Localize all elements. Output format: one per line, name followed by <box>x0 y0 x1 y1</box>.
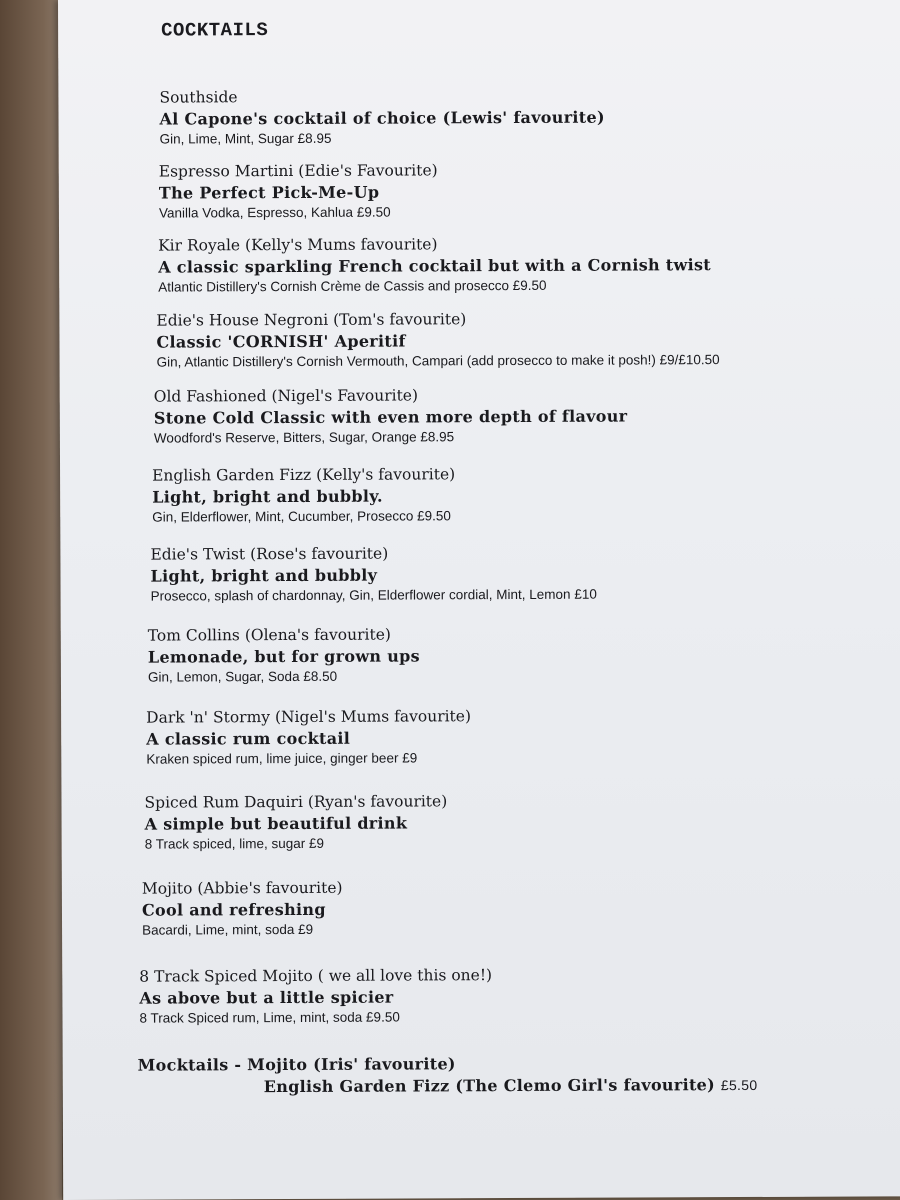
item-ingredients: 8 Track spiced, lime, sugar £9 <box>144 835 325 852</box>
item-ingredients: Gin, Lime, Mint, Sugar £8.95 <box>159 130 332 147</box>
item-description: Al Capone's cocktail of choice (Lewis' favourite) <box>159 107 605 129</box>
mocktails-section <box>138 1052 758 1099</box>
item-name: Old Fashioned (Nigel's Favourite) <box>153 386 419 406</box>
item-description: The Perfect Pick-Me-Up <box>158 182 380 203</box>
item-name: 8 Track Spiced Mojito ( we all love this one!) <box>139 966 493 986</box>
item-description: A classic sparkling French cocktail but with a Cornish twist <box>158 255 711 277</box>
table-edge <box>0 0 62 1200</box>
menu-item <box>150 543 597 607</box>
item-ingredients: Vanilla Vodka, Espresso, Kahlua £9.50 <box>158 204 391 221</box>
item-ingredients: Gin, Atlantic Distillery's Cornish Vermouth, Campari (add prosecco to make it posh!) £9/£10.50 <box>156 352 720 370</box>
mocktails-line-2-text: English Garden Fizz (The Clemo Girl's favourite) <box>263 1075 716 1097</box>
menu-item <box>142 878 343 941</box>
item-description: A simple but beautiful drink <box>144 813 408 834</box>
item-ingredients: Kraken spiced rum, lime juice, ginger beer £9 <box>146 750 418 767</box>
mocktails-line-2 <box>138 1074 758 1099</box>
item-description: Cool and refreshing <box>141 899 326 920</box>
menu-item <box>146 706 471 769</box>
item-name: Tom Collins (Olena's favourite) <box>147 625 391 645</box>
item-name: Edie's Twist (Rose's favourite) <box>150 544 389 564</box>
menu-item <box>158 233 711 297</box>
menu-item <box>159 160 438 223</box>
item-name: Mojito (Abbie's favourite) <box>141 878 343 898</box>
item-description: Light, bright and bubbly <box>150 565 378 586</box>
item-ingredients: Bacardi, Lime, mint, soda £9 <box>142 921 314 938</box>
item-description: Classic 'CORNISH' Aperitif <box>156 331 406 352</box>
item-ingredients: Prosecco, splash of chardonnay, Gin, Elderflower cordial, Mint, Lemon £10 <box>150 586 597 604</box>
menu-item <box>148 624 420 687</box>
item-name: Edie's House Negroni (Tom's favourite) <box>156 310 467 330</box>
item-name: Southside <box>159 88 238 107</box>
item-name: English Garden Fizz (Kelly's favourite) <box>152 465 456 485</box>
item-name: Dark 'n' Stormy (Nigel's Mums favourite) <box>146 707 472 727</box>
item-description: As above but a little spicier <box>139 987 394 1008</box>
item-ingredients: Atlantic Distillery's Cornish Crème de Cassis and prosecco £9.50 <box>158 277 547 295</box>
item-ingredients: Woodford's Reserve, Bitters, Sugar, Orange £8.95 <box>153 429 455 446</box>
item-ingredients: Gin, Elderflower, Mint, Cucumber, Prosecco £9.50 <box>152 508 451 525</box>
menu-item <box>156 308 719 372</box>
menu-item <box>139 965 492 1029</box>
menu-item <box>154 385 628 449</box>
item-name: Kir Royale (Kelly's Mums favourite) <box>158 235 438 255</box>
menu-heading: COCKTAILS <box>161 19 269 42</box>
mocktails-line-1: Mocktails - Mojito (Iris' favourite) <box>137 1054 456 1075</box>
menu-page <box>58 0 900 1200</box>
item-ingredients: 8 Track Spiced rum, Lime, mint, soda £9.50 <box>139 1009 400 1026</box>
item-description: A classic rum cocktail <box>146 728 351 749</box>
item-ingredients: Gin, Lemon, Sugar, Soda £8.50 <box>147 668 338 685</box>
menu-item <box>144 791 447 854</box>
menu-item <box>152 464 455 527</box>
item-name: Spiced Rum Daquiri (Ryan's favourite) <box>144 792 448 812</box>
menu-item <box>159 86 605 150</box>
mocktails-price: £5.50 <box>720 1076 758 1094</box>
item-description: Light, bright and bubbly. <box>152 486 383 507</box>
item-description: Lemonade, but for grown ups <box>147 646 420 667</box>
item-description: Stone Cold Classic with even more depth of flavour <box>153 406 628 428</box>
item-name: Espresso Martini (Edie's Favourite) <box>158 161 438 181</box>
